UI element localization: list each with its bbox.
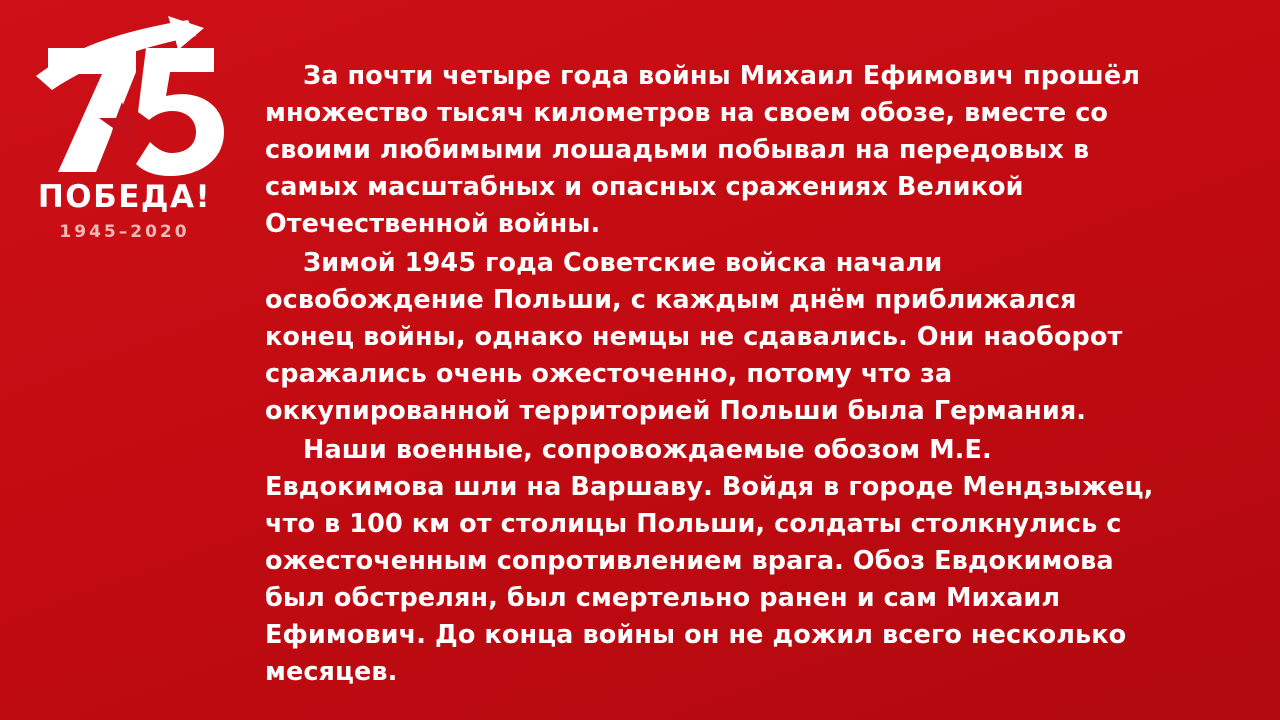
victory-75-emblem (18, 14, 233, 254)
slide-text-body (265, 58, 1163, 693)
emblem-years: 1945–2020 (59, 222, 190, 242)
paragraph: За почти четыре года войны Михаил Ефимович прошёл множество тысяч километров на своем обозе, вместе со своими любимыми лошадьми побывал на передовых в самых масштабных и опасных сражениях Великой Отечественной войны. (265, 61, 1150, 239)
paragraph: Наши военные, сопровождаемые обозом М.Е. Евдокимова шли на Варшаву. Войдя в городе Мендзыжец, что в 100 км от столицы Польши, солдаты столкнулись с ожесточенным сопротивлением врага. Обоз Евдокимова был обстрелян, был смертельно ранен и сам Михаил Ефимович. До конца войны он не дожил всего несколько месяцев. (265, 435, 1163, 687)
paragraph: Зимой 1945 года Советские войска начали освобождение Польши, с каждым днём приближался конец войны, однако немцы не сдавались. Они наоборот сражались очень ожесточенно, потому что за оккупированной территорией Польши была Германия. (265, 248, 1132, 426)
emblem-title: ПОБЕДА! (37, 179, 212, 215)
emblem-75-star-icon (18, 14, 233, 184)
